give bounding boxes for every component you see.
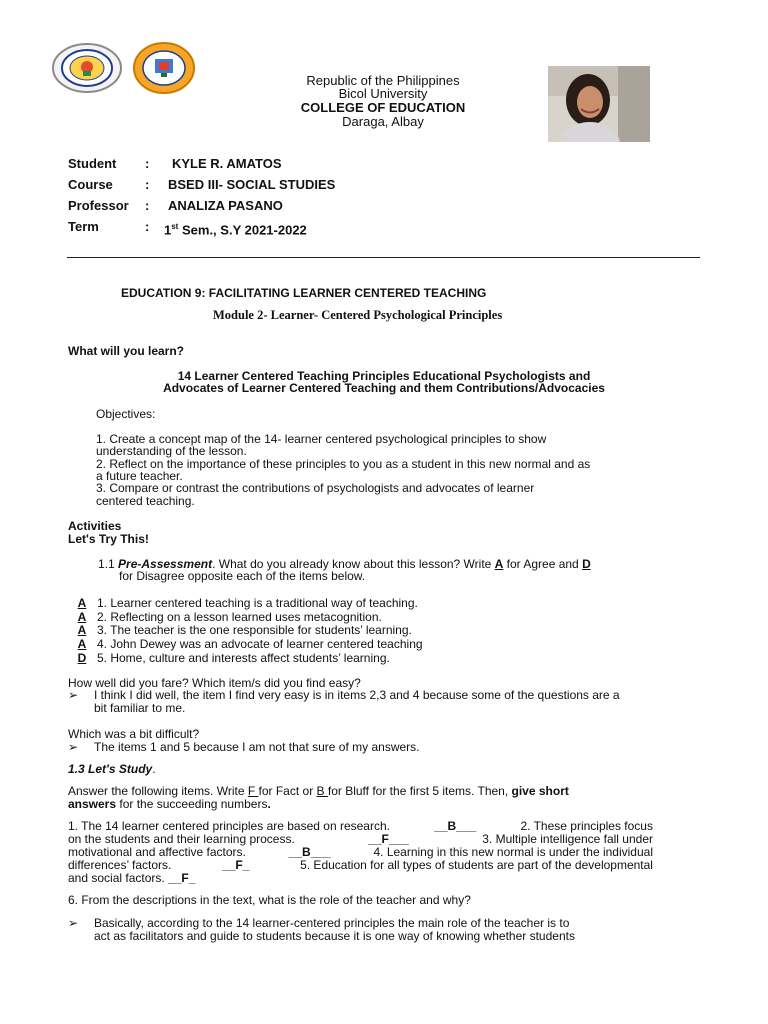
header-university: Bicol University <box>338 86 428 101</box>
instr-period: . <box>267 797 271 811</box>
item-text: 4. John Dewey was an advocate of learner centered teaching <box>97 637 423 652</box>
pre-assessment-line-2: for Disagree opposite each of the items below. <box>119 569 366 583</box>
assessment-item <box>67 597 423 611</box>
objectives-label: Objectives: <box>96 407 156 421</box>
bullet-arrow-icon: ➢ <box>68 740 79 754</box>
answer-blank: D <box>77 650 87 665</box>
term-rest: Sem., S.Y 2021-2022 <box>181 222 307 238</box>
answer-1: __B___ <box>434 819 477 833</box>
study-instructions-line-2 <box>68 798 271 811</box>
professor-label: Professor <box>68 198 129 213</box>
bluff-letter: B <box>316 784 328 798</box>
assessment-item <box>67 624 423 638</box>
professor-name: ANALIZA PASANO <box>168 198 283 213</box>
reflection-answer-2: The items 1 and 5 because I am not that sure of my answers. <box>94 740 420 754</box>
term-value <box>164 220 307 237</box>
answer-6-line-1: Basically, according to the 14 learner-centered principles the main role of the teacher is to <box>94 916 570 930</box>
activities-heading: Activities <box>68 519 122 533</box>
answer-blank: A <box>77 596 87 610</box>
college-of-education-seal <box>133 42 195 94</box>
bullet-arrow-icon: ➢ <box>68 916 79 930</box>
instr-text-d: for the succeeding numbers <box>116 797 268 811</box>
assessment-item <box>67 611 423 625</box>
course-title: EDUCATION 9: FACILITATING LEARNER CENTERED TEACHING <box>121 286 487 300</box>
assessment-item <box>67 638 423 652</box>
instr-bold-2: answers <box>68 797 117 811</box>
para-text: 5. Education for all types of students are part of the developmental <box>300 858 653 872</box>
instr-bold: give short <box>511 784 569 798</box>
student-photo <box>548 66 650 142</box>
para-text: on the students and their learning process. <box>68 832 295 846</box>
pre-assessment-label: Pre-Assessment <box>118 557 213 571</box>
learn-heading: What will you learn? <box>68 344 185 358</box>
lets-study-label: 1.3 Let's Study <box>68 762 153 776</box>
objective-1-line-1: 1. Create a concept map of the 14- learner centered psychological principles to show <box>96 432 547 446</box>
lets-try-this-heading: Let's Try This! <box>68 532 149 546</box>
bicol-university-seal <box>52 43 122 93</box>
term-colon: : <box>145 219 150 234</box>
objective-3-line-2: centered teaching. <box>96 494 195 508</box>
paragraph-line <box>68 872 653 885</box>
lets-study-period: . <box>152 762 156 776</box>
course-label: Course <box>68 177 113 192</box>
student-colon: : <box>145 156 150 171</box>
fact-letter: F <box>247 784 259 798</box>
item-text: 3. The teacher is the one responsible for students’ learning. <box>97 623 412 638</box>
term-label: Term <box>68 219 99 234</box>
item-text: 1. Learner centered teaching is a traditional way of teaching. <box>97 596 418 610</box>
para-text: 2. These principles focus <box>520 819 653 833</box>
reflection-answer-1-line-2: bit familiar to me. <box>94 701 186 715</box>
assessment-list <box>67 597 423 665</box>
objective-2-line-1: 2. Reflect on the importance of these principles to you as a student in this new normal and as <box>96 457 591 471</box>
answer-3: __B___ <box>288 845 331 859</box>
term-number: 1 <box>164 222 172 238</box>
para-text: 4. Learning in this new normal is under the individual <box>373 845 653 859</box>
answer-4: __F_ <box>222 858 250 872</box>
para-text: motivational and affective factors. <box>68 845 246 859</box>
study-instructions-line-1 <box>68 785 569 798</box>
pre-assessment-number: 1.1 <box>98 557 119 571</box>
answer-6-line-2: act as facilitators and guide to students because it is one way of knowing whether students <box>94 929 575 943</box>
assessment-item <box>67 652 423 666</box>
header-location: Daraga, Albay <box>342 114 424 129</box>
bullet-arrow-icon: ➢ <box>68 688 79 702</box>
item-text: 5. Home, culture and interests affect students’ learning. <box>97 650 390 665</box>
objective-1-line-2: understanding of the lesson. <box>96 444 247 458</box>
student-label: Student <box>68 156 117 171</box>
objective-3-line-1: 3. Compare or contrast the contributions of psychologists and advocates of learner <box>96 481 535 495</box>
instr-text-c: for Bluff for the first 5 items. Then, <box>327 784 512 798</box>
answer-5: __F_ <box>168 871 196 885</box>
module-title: Module 2- Learner- Centered Psychological Principles <box>213 308 503 322</box>
pre-assessment-text-a: . What do you already know about this lesson? Write <box>212 557 495 571</box>
para-text: 3. Multiple intelligence fall under <box>482 832 653 846</box>
question-6: 6. From the descriptions in the text, what is the role of the teacher and why? <box>68 893 471 907</box>
topic-line-1: 14 Learner Centered Teaching Principles Educational Psychologists and <box>177 369 591 383</box>
para-text: differences’ factors. <box>68 858 172 872</box>
divider-line <box>67 257 700 258</box>
topic-line-2: Advocates of Learner Centered Teaching and them Contributions/Advocacies <box>163 381 605 395</box>
disagree-letter: D <box>582 557 591 571</box>
pre-assessment-text-b: for Agree and <box>503 557 583 571</box>
student-name: KYLE R. AMATOS <box>172 156 282 171</box>
item-text: 2. Reflecting on a lesson learned uses metacognition. <box>97 609 382 624</box>
study-paragraph <box>68 820 653 885</box>
term-superscript: st <box>171 222 179 231</box>
reflection-answer-1-line-1: I think I did well, the item I find very easy is in items 2,3 and 4 because some of the questions are a <box>94 688 620 702</box>
course-value: BSED III- SOCIAL STUDIES <box>168 177 336 192</box>
header-republic: Republic of the Philippines <box>306 73 460 88</box>
answer-blank: A <box>77 609 87 624</box>
lets-study-heading <box>68 763 156 776</box>
professor-colon: : <box>145 198 150 213</box>
para-text: 1. The 14 learner centered principles are based on research. <box>68 819 390 833</box>
para-text: and social factors. <box>68 871 169 885</box>
agree-letter: A <box>494 557 504 571</box>
instr-text-a: Answer the following items. Write <box>68 784 248 798</box>
header-college: COLLEGE OF EDUCATION <box>300 100 466 115</box>
course-colon: : <box>145 177 150 192</box>
answer-2: __F___ <box>368 832 409 846</box>
instr-text-b: for Fact or <box>258 784 317 798</box>
objective-2-line-2: a future teacher. <box>96 469 183 483</box>
answer-blank: A <box>77 623 87 638</box>
reflection-question-2: Which was a bit difficult? <box>68 727 200 741</box>
reflection-question-1: How well did you fare? Which item/s did you find easy? <box>68 676 361 690</box>
answer-blank: A <box>77 637 87 652</box>
